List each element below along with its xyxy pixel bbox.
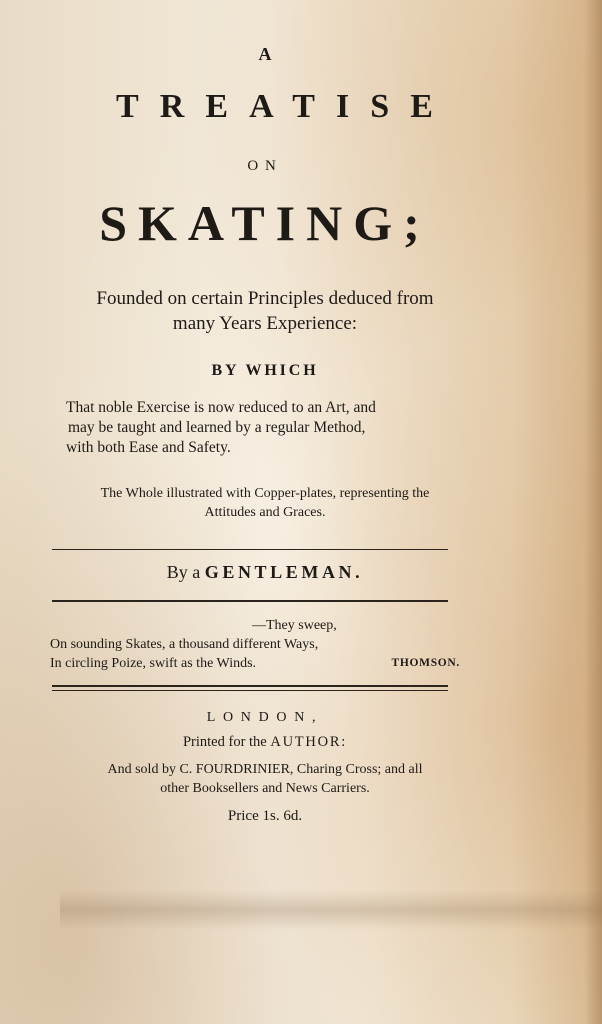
title-skating: SKATING;	[99, 195, 431, 251]
title-on: ON	[247, 158, 283, 174]
epigraph-line-3-row	[50, 654, 460, 673]
imprint-printed	[30, 734, 500, 751]
description-line-3: with both Ease and Safety.	[66, 439, 231, 456]
imprint-sold-line-1: And sold by C. FOURDRINIER, Charing Cross; and all	[107, 762, 423, 777]
subtitle-line-2: many Years Experience:	[172, 313, 358, 334]
title-article: A	[258, 44, 272, 64]
by-which-heading: BY WHICH	[211, 362, 319, 379]
title-treatise: TREATISE	[115, 88, 455, 125]
page-edge-shadow	[584, 0, 602, 1024]
epigraph-line-3: In circling Poize, swift as the Winds.	[50, 656, 257, 671]
illustrations-note	[30, 484, 500, 522]
description-line-1: That noble Exercise is now reduced to an Art, and	[66, 399, 376, 416]
imprint-price: Price 1s. 6d.	[227, 808, 303, 824]
illustrations-line-2: Attitudes and Graces.	[204, 505, 326, 520]
epigraph	[50, 616, 460, 673]
paper-stain	[60, 890, 602, 930]
imprint-city: LONDON,	[206, 710, 324, 725]
author-prefix: By a	[166, 562, 201, 582]
epigraph-line-2: On sounding Skates, a thousand different Ways,	[50, 637, 319, 652]
author-word: GENTLEMAN.	[204, 562, 364, 582]
imprint-printed-prefix: Printed for the	[182, 734, 267, 750]
imprint-sold	[30, 760, 500, 798]
subtitle	[30, 286, 500, 336]
rule-double-1	[52, 685, 448, 687]
author-line	[30, 562, 500, 583]
epigraph-line-1: —They sweep,	[252, 618, 337, 633]
imprint-printed-for: AUTHOR:	[270, 734, 347, 750]
rule-middle	[52, 600, 448, 602]
illustrations-line-1: The Whole illustrated with Copper-plates, representing the	[100, 486, 430, 501]
rule-top	[52, 549, 448, 550]
subtitle-line-1: Founded on certain Principles deduced from	[96, 288, 434, 309]
rule-double-2	[52, 690, 448, 691]
description	[66, 398, 466, 458]
imprint-sold-line-2: other Booksellers and News Carriers.	[160, 781, 370, 796]
description-line-2: may be taught and learned by a regular Method,	[68, 419, 366, 436]
epigraph-attribution: THOMSON.	[391, 657, 460, 669]
